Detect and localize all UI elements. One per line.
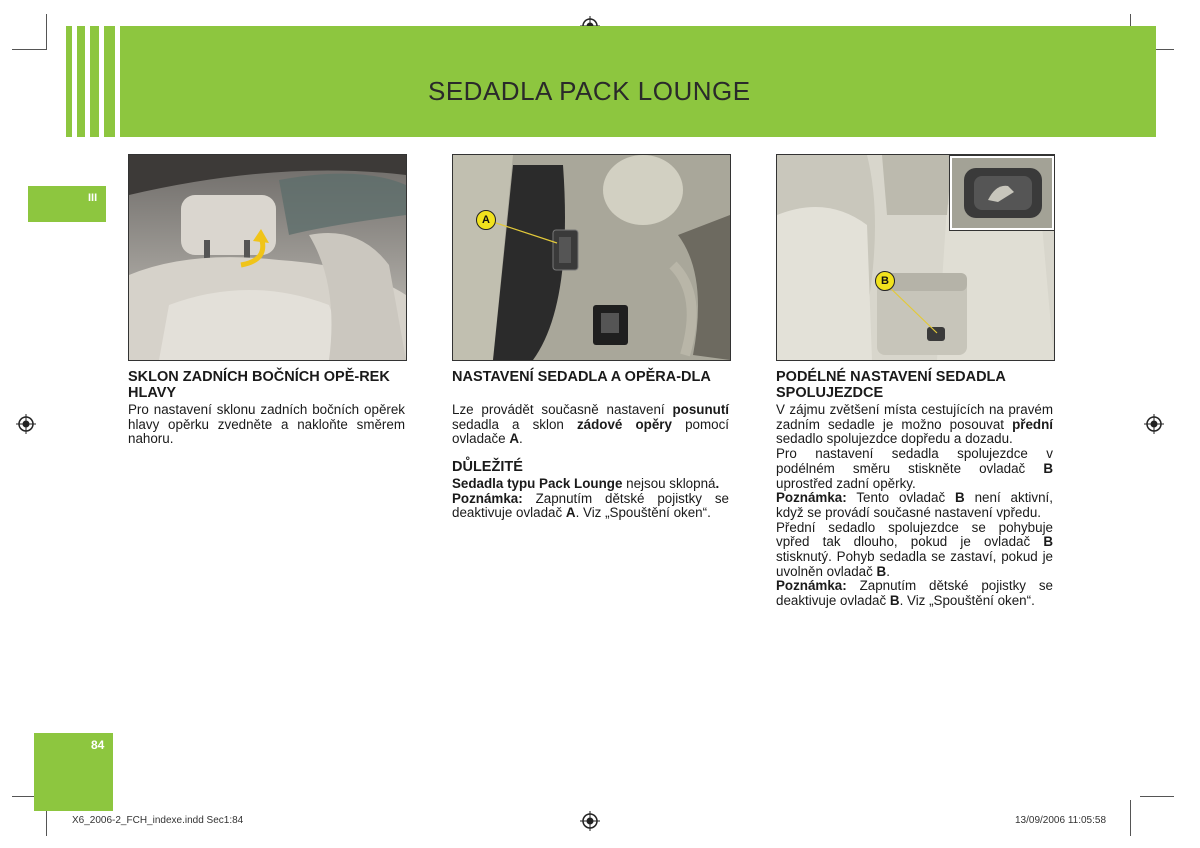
header-stripe	[90, 26, 99, 137]
paragraph: Poznámka: Zapnutím dětské pojistky se deaktivuje ovladač B. Viz „Spouštění oken“.	[776, 578, 1053, 609]
header-stripe	[104, 26, 115, 137]
section-heading-headrest: SKLON ZADNÍCH BOČNÍCH OPĚ-REK HLAVY	[128, 369, 390, 401]
callout-a: A	[476, 210, 496, 230]
crop-mark	[1140, 796, 1174, 797]
paragraph: Poznámka: Zapnutím dětské pojistky se deaktivuje ovladač A. Viz „Spouštění oken“.	[452, 490, 729, 521]
photo-inset-button	[949, 155, 1055, 231]
paragraph: Poznámka: Tento ovladač B není aktivní, když se provádí současné nastavení vpředu.	[776, 490, 1053, 520]
crop-mark	[12, 49, 46, 50]
section-body-seat-backrest	[452, 403, 729, 447]
registration-mark-icon	[1144, 414, 1164, 434]
chapter-tab-label: III	[88, 192, 98, 204]
door-control-illustration	[453, 155, 730, 360]
callout-b: B	[875, 271, 895, 291]
header-stripe	[66, 26, 72, 137]
footer-file-info: X6_2006-2_FCH_indexe.indd Sec1:84	[72, 815, 244, 826]
footer-timestamp: 13/09/2006 11:05:58	[1015, 815, 1107, 826]
header-stripe	[77, 26, 85, 137]
crop-mark	[1130, 800, 1131, 836]
headrest-illustration	[129, 155, 406, 360]
photo-rear-headrest	[128, 154, 407, 361]
paragraph: Lze provádět současně nastavení posunutí sedadla a sklon zádové opěry pomocí ovladače A.	[452, 402, 729, 447]
page-title: SEDADLA PACK LOUNGE	[428, 76, 751, 106]
page-number: 84	[91, 738, 105, 752]
chapter-tab	[28, 186, 106, 222]
registration-mark-icon	[580, 811, 600, 831]
section-body-headrest	[128, 403, 405, 447]
page-number-block	[34, 733, 113, 811]
section-body-important	[452, 477, 729, 521]
paragraph: Pro nastavení sklonu zadních bočních opěrek hlavy opěrku zvedněte a nakloňte směrem nahoru.	[128, 402, 405, 447]
paragraph: Pro nastavení sedadla spolujezdce v podélném směru stiskněte ovladač B uprostřed zadní opěrky.	[776, 446, 1053, 491]
section-heading-passenger-seat: PODÉLNÉ NASTAVENÍ SEDADLA SPOLUJEZDCE	[776, 369, 1006, 401]
paragraph: Přední sedadlo spolujezdce se pohybuje vpřed tak dlouho, pokud je ovladač B stisknutý. Pohyb sedadla se zastaví, pokud je uvolněn ovladač B.	[776, 519, 1053, 579]
crop-mark	[46, 14, 47, 50]
photo-door-seat-control	[452, 154, 731, 361]
section-heading-seat-backrest: NASTAVENÍ SEDADLA A OPĚRA-DLA	[452, 369, 711, 385]
section-body-passenger-seat	[776, 403, 1053, 609]
paragraph: Sedadla typu Pack Lounge nejsou sklopná.	[452, 476, 720, 491]
seat-button-inset-illustration	[950, 156, 1054, 230]
subheading-important: DŮLEŽITÉ	[452, 459, 523, 475]
paragraph: V zájmu zvětšení místa cestujících na pravém zadním sedadle je možno posouvat přední sedadlo spolujezdce dopředu a dozadu.	[776, 402, 1053, 447]
registration-mark-icon	[16, 414, 36, 434]
